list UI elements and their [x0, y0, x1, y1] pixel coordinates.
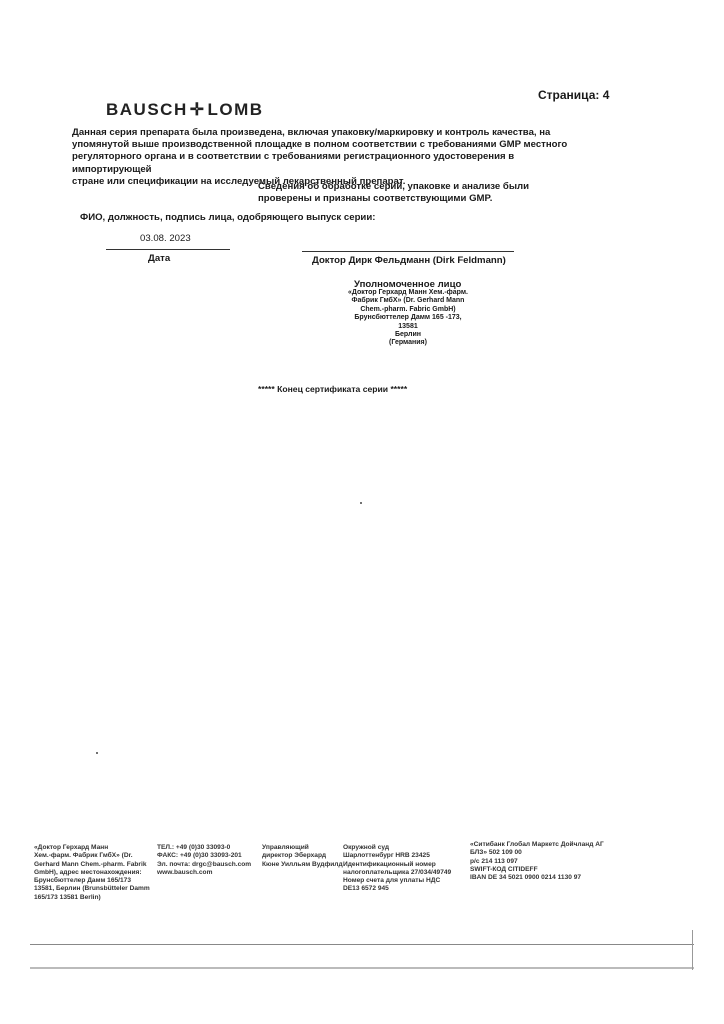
footer-line: ФАКС: +49 (0)30 33093-201 — [157, 852, 242, 860]
footer-line: директор Эберхард — [262, 852, 327, 860]
signature-date: 03.08. 2023 — [140, 233, 191, 244]
footer-line: р/с 214 113 097 — [470, 857, 518, 865]
scan-speck — [360, 502, 362, 504]
manufacturing-statement — [72, 127, 592, 188]
address-line: Chem.-pharm. Fabric GmbH) — [360, 305, 456, 313]
qualified-person-title: Уполномоченное лицо — [354, 279, 462, 290]
footer-line: налогоплательщика 27/034/49749 — [343, 868, 452, 876]
date-underline — [106, 249, 230, 250]
footer-line: DE13 6572 945 — [343, 885, 389, 893]
statement-line: упомянутой выше производственной площадке в полном соответствии с требованиями GMP местного — [72, 139, 568, 151]
address-line: (Германия) — [389, 339, 427, 347]
address-line: Берлин — [394, 331, 421, 339]
scan-speck — [96, 752, 98, 754]
footer-line: Эл. почта: drgc@bausch.com — [157, 860, 252, 868]
footer-line: БЛЗ» 502 109 00 — [470, 849, 522, 857]
name-underline — [302, 251, 514, 252]
footer-line: www.bausch.com — [157, 868, 213, 876]
signatory-name: Доктор Дирк Фельдманн (Dirk Feldmann) — [312, 255, 506, 266]
footer-management — [262, 844, 343, 869]
footer-line: Окружной суд — [343, 844, 390, 851]
logo-right-word: LOMB — [207, 100, 264, 119]
gmp-review-statement — [258, 181, 578, 205]
footer-line: Шарлоттенбург HRB 23425 — [343, 852, 430, 860]
statement-line: регуляторного органа и в соответствии с требованиями регистрационного удостоверения в импортирующей — [72, 151, 515, 175]
scan-edge-line — [692, 930, 693, 970]
address-line: «Доктор Герхард Манн Хем.-фарм. — [347, 289, 468, 296]
date-caption: Дата — [148, 253, 171, 264]
footer-bank-details — [470, 841, 604, 882]
review-line: Сведения об обработке серий, упаковке и анализе были — [258, 181, 530, 192]
statement-line: стране или спецификации на исследуемый лекарственный препарат. — [72, 175, 406, 187]
footer-line: Управляющий — [262, 844, 309, 851]
footer-line: Gerhard Mann Chem.-pharm. Fabrik — [34, 860, 147, 868]
footer-line: Кюне Уилльям Вудфилд — [262, 860, 343, 868]
scan-edge-line — [30, 967, 694, 969]
footer-line: 165/173 13581 Berlin) — [34, 893, 101, 901]
page-number: Страница: 4 — [538, 88, 610, 102]
footer-line: SWIFT-КОД CITIDEFF — [470, 865, 538, 873]
footer-line: Брунсбюттелер Дамм 165/173 — [34, 877, 131, 885]
footer-line: GmbH), адрес местонахождения: — [34, 868, 142, 876]
footer-company-address — [34, 844, 150, 902]
footer-line: «Ситибанк Глобал Маркетс Дойчланд АГ — [470, 841, 604, 848]
footer-line: ТЕЛ.: +49 (0)30 33093-0 — [157, 844, 231, 851]
footer-line: Хем.-фарм. Фабрик ГмбХ» (Dr. — [34, 852, 133, 860]
qualified-person-address — [338, 289, 478, 348]
signatory-label: ФИО, должность, подпись лица, одобряющего выпуск серии: — [80, 212, 376, 223]
statement-line: Данная серия препарата была произведена, включая упаковку/маркировку и контроль качества, на — [72, 127, 551, 138]
company-logo — [106, 100, 264, 120]
end-of-certificate: ***** Конец сертификата серии ***** — [258, 384, 408, 394]
address-line: Брунсбюттелер Дамм 165 -173, — [354, 314, 462, 322]
scan-edge-line — [30, 944, 694, 945]
footer-line: 13581, Берлин (Brunsbütteler Damm — [34, 885, 150, 893]
footer-line: IBAN DE 34 5021 0900 0214 1130 97 — [470, 874, 582, 882]
logo-cross-icon: ✛ — [189, 100, 206, 119]
footer-line: «Доктор Герхард Манн — [34, 844, 109, 851]
review-line: проверены и признаны соответствующими GMP. — [258, 193, 493, 205]
logo-left-word: BAUSCH — [106, 100, 188, 119]
footer-line: Номер счета для уплаты НДС — [343, 877, 441, 885]
footer-registration — [343, 844, 451, 894]
footer-line: Идентификационный номер — [343, 860, 436, 868]
footer-contacts — [157, 844, 251, 877]
address-line: Фабрик ГмбХ» (Dr. Gerhard Mann — [351, 297, 465, 305]
address-line: 13581 — [398, 322, 418, 330]
